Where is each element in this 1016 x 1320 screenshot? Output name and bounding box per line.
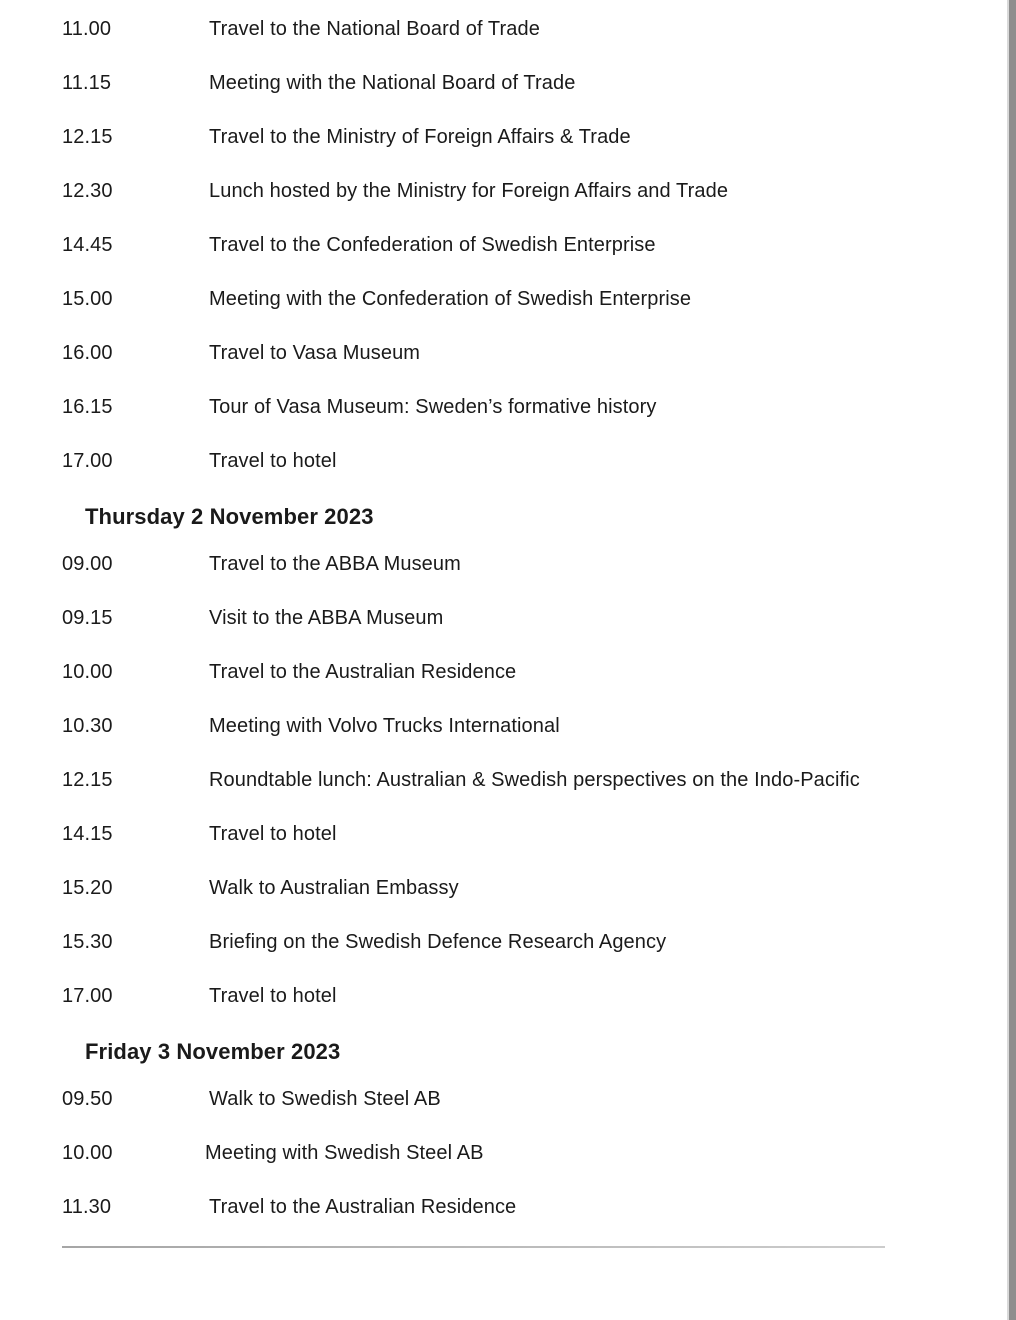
activity-cell: Travel to the National Board of Trade — [209, 18, 540, 40]
time-cell: 11.00 — [62, 18, 112, 40]
schedule-row — [62, 657, 885, 688]
time-cell: 12.15 — [62, 126, 113, 148]
time-cell: 09.15 — [62, 607, 113, 629]
schedule-row — [62, 603, 885, 634]
time-cell: 14.15 — [62, 823, 113, 845]
day-heading: Thursday 2 November 2023 — [85, 504, 374, 529]
schedule-row — [62, 981, 885, 1012]
activity-cell: Travel to hotel — [209, 985, 337, 1007]
activity-cell: Travel to the Ministry of Foreign Affairs & Trade — [209, 126, 631, 148]
activity-cell: Walk to Australian Embassy — [209, 877, 459, 899]
activity-cell: Roundtable lunch: Australian & Swedish perspectives on the Indo-Pacific — [209, 769, 860, 791]
activity-cell: Travel to the Confederation of Swedish Enterprise — [209, 234, 656, 256]
activity-cell: Meeting with the National Board of Trade — [209, 72, 576, 94]
activity-cell: Meeting with Volvo Trucks International — [209, 715, 560, 737]
schedule-row — [62, 711, 885, 742]
schedule-section — [62, 500, 885, 1012]
schedule-row — [62, 14, 885, 45]
time-cell: 10.00 — [62, 1142, 113, 1164]
time-cell: 15.30 — [62, 931, 113, 953]
schedule-section — [62, 14, 885, 477]
schedule-row — [62, 1192, 885, 1223]
schedule-row — [62, 446, 885, 477]
schedule-row — [62, 765, 885, 796]
schedule-row — [62, 122, 885, 153]
scrollbar[interactable] — [1007, 0, 1016, 1320]
activity-cell: Travel to hotel — [209, 450, 337, 472]
schedule-row — [62, 338, 885, 369]
time-cell: 10.30 — [62, 715, 113, 737]
activity-cell: Tour of Vasa Museum: Sweden’s formative history — [209, 396, 657, 418]
schedule-row — [62, 68, 885, 99]
time-cell: 09.50 — [62, 1088, 113, 1110]
time-cell: 12.30 — [62, 180, 113, 202]
activity-cell: Visit to the ABBA Museum — [209, 607, 444, 629]
time-cell: 11.30 — [62, 1196, 112, 1218]
time-cell: 12.15 — [62, 769, 113, 791]
schedule-row — [62, 284, 885, 315]
time-cell: 15.20 — [62, 877, 113, 899]
activity-cell: Travel to the ABBA Museum — [209, 553, 461, 575]
time-cell: 16.00 — [62, 342, 113, 364]
time-cell: 10.00 — [62, 661, 113, 683]
day-heading: Friday 3 November 2023 — [85, 1039, 341, 1064]
activity-cell: Travel to the Australian Residence — [209, 1196, 517, 1218]
time-cell: 16.15 — [62, 396, 113, 418]
activity-cell: Meeting with Swedish Steel AB — [205, 1142, 484, 1164]
schedule-row — [62, 927, 885, 958]
schedule-row — [62, 819, 885, 850]
schedule-row — [62, 230, 885, 261]
time-cell: 15.00 — [62, 288, 113, 310]
activity-cell: Lunch hosted by the Ministry for Foreign Affairs and Trade — [209, 180, 729, 202]
activity-cell: Travel to Vasa Museum — [209, 342, 421, 364]
schedule-row — [62, 1084, 885, 1115]
page-content — [62, 14, 885, 1248]
time-cell: 17.00 — [62, 450, 113, 472]
schedule-row — [62, 549, 885, 580]
schedule-row — [62, 392, 885, 423]
time-cell: 17.00 — [62, 985, 113, 1007]
schedule-row — [62, 1138, 885, 1169]
activity-cell: Travel to the Australian Residence — [209, 661, 517, 683]
activity-cell: Travel to hotel — [209, 823, 337, 845]
schedule-row — [62, 176, 885, 207]
horizontal-rule — [62, 1246, 885, 1248]
activity-cell: Briefing on the Swedish Defence Research Agency — [209, 931, 667, 953]
time-cell: 14.45 — [62, 234, 113, 256]
time-cell: 09.00 — [62, 553, 113, 575]
time-cell: 11.15 — [62, 72, 112, 94]
schedule-section — [62, 1035, 885, 1223]
activity-cell: Walk to Swedish Steel AB — [209, 1088, 441, 1110]
activity-cell: Meeting with the Confederation of Swedish Enterprise — [209, 288, 692, 310]
schedule-row — [62, 873, 885, 904]
